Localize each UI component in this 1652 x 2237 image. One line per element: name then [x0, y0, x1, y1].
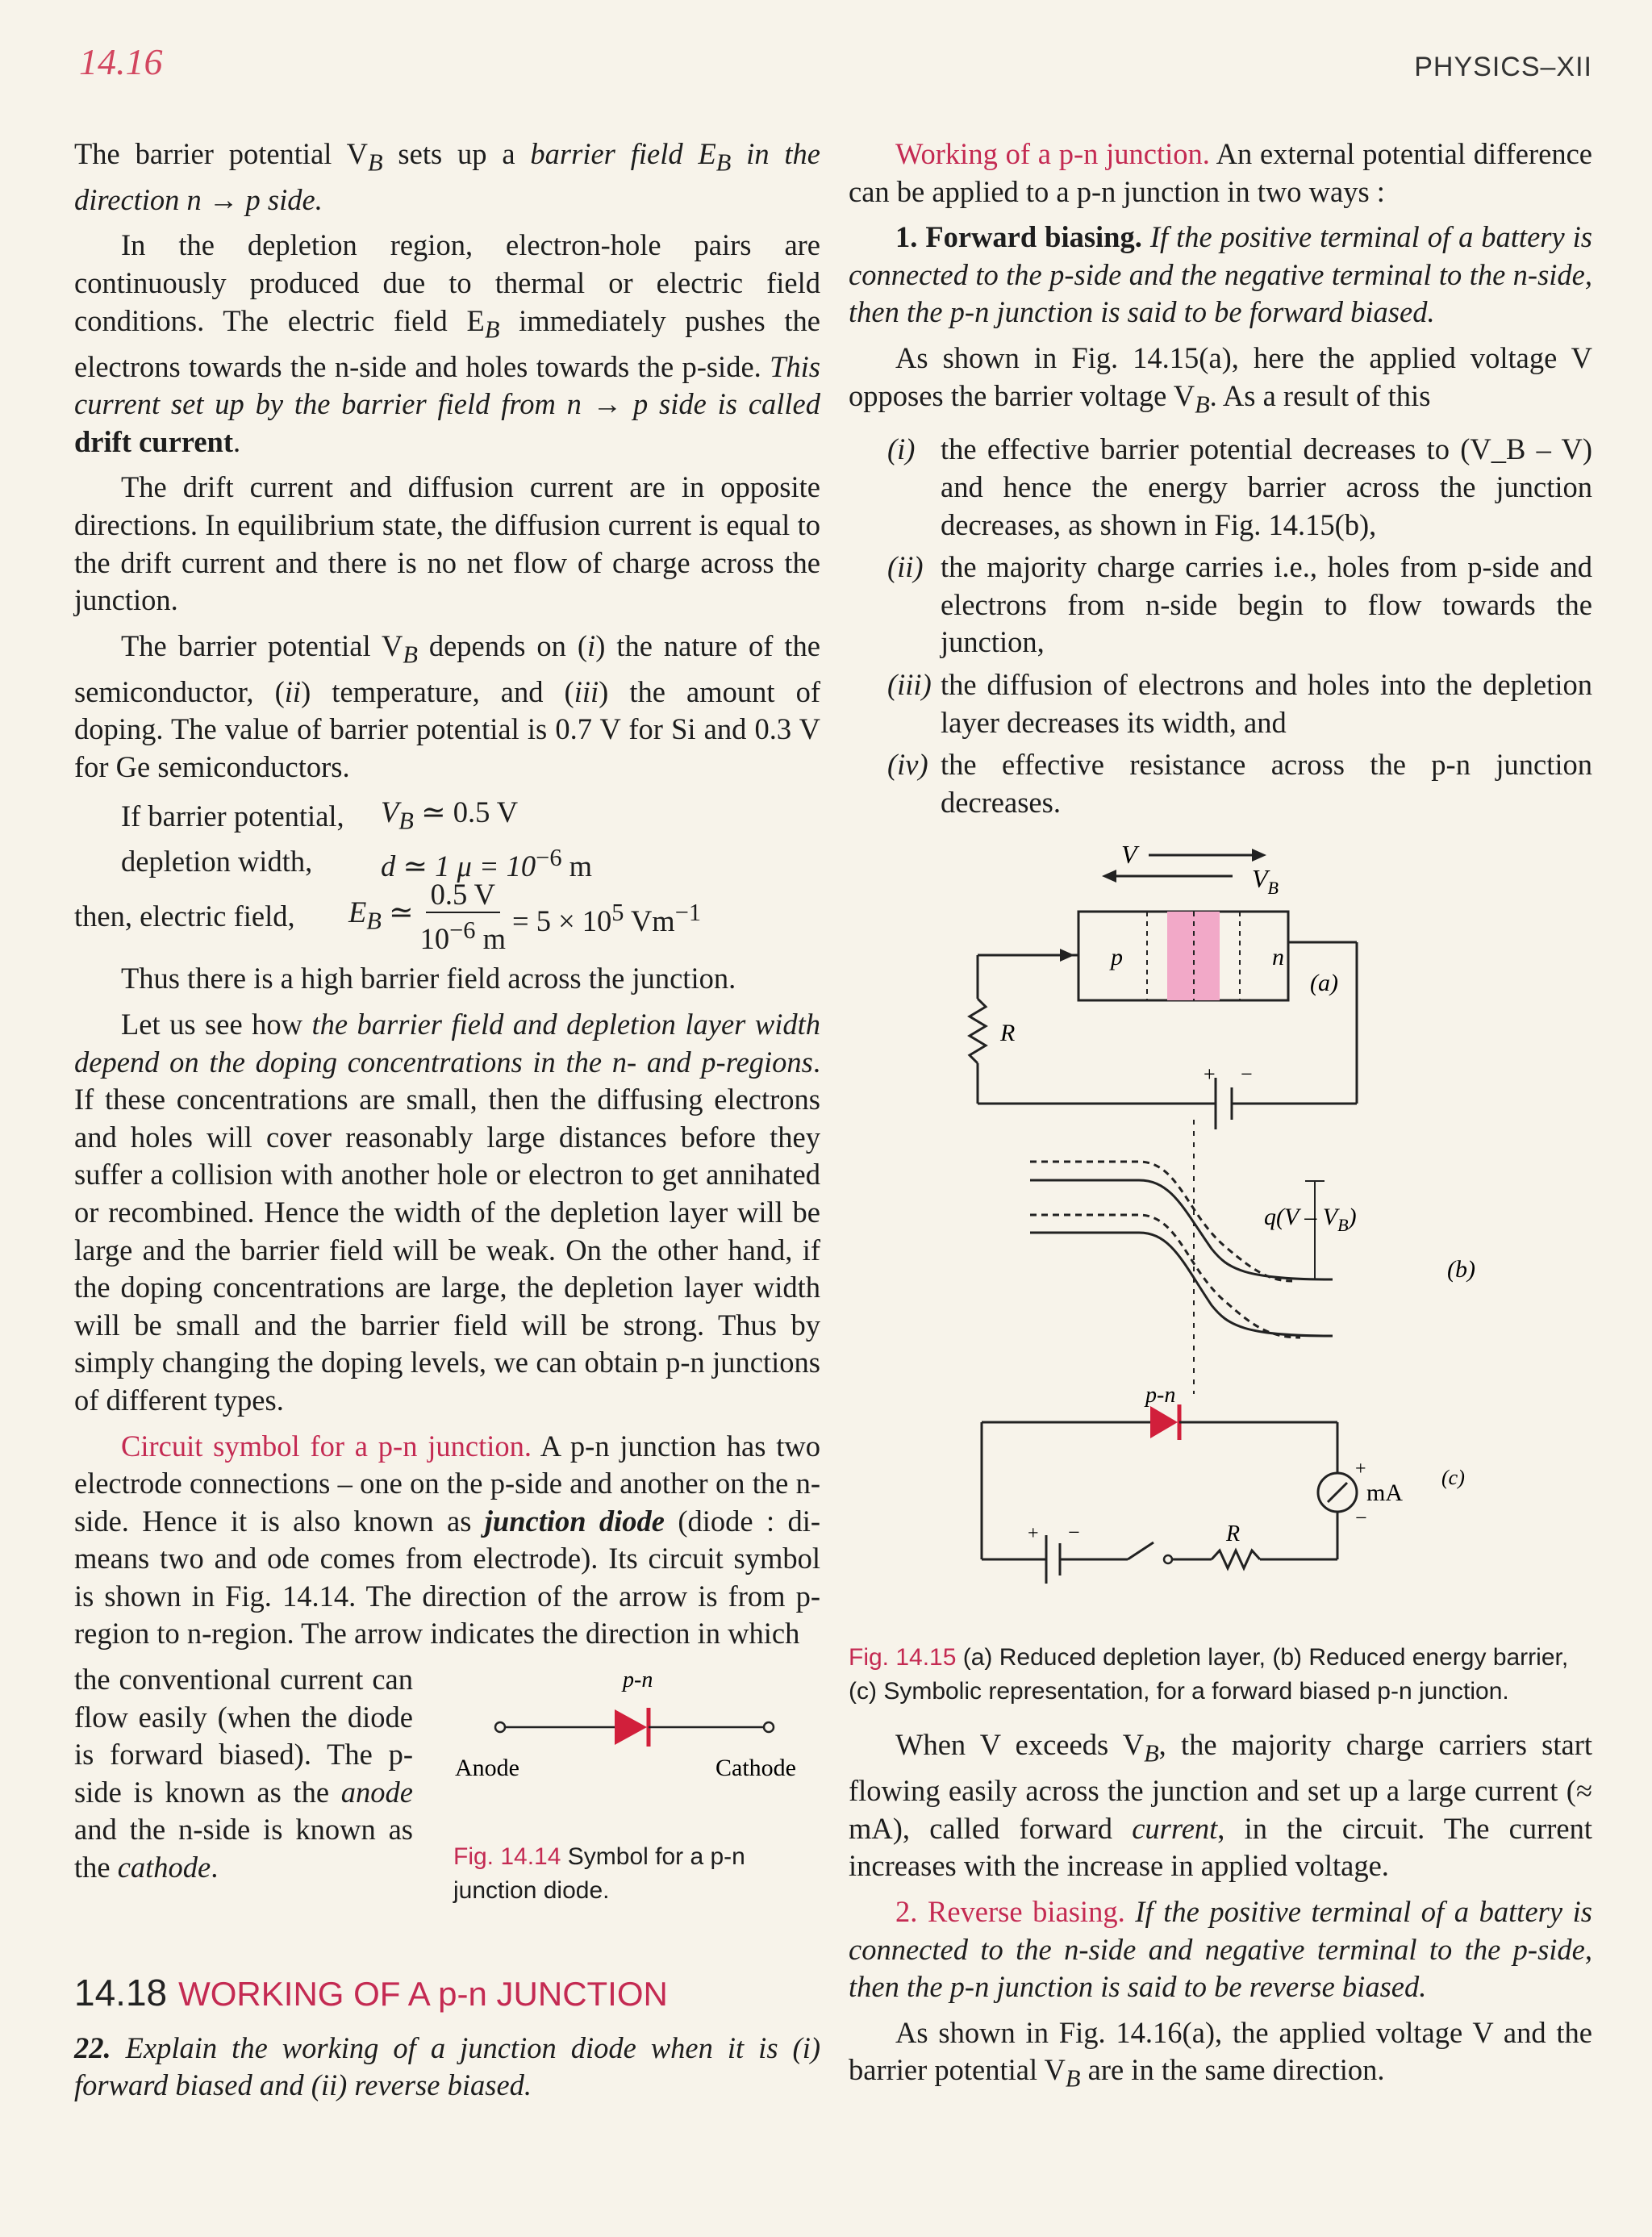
eq-electric-field: then, electric field, $E_B$ ≃ $\frac{0.5 V}{10^{-6} m}$ = $5 \times 10^5$ $Vm^{-1}$	[74, 877, 702, 955]
left-column	[74, 136, 820, 2113]
figure-14-15-caption: Fig. 14.15 (a) Reduced depletion layer, (b) Reduced energy barrier, (c) Symbolic representation, for a forward biased p-n junction.	[849, 1644, 1569, 1705]
eq-depletion-width: depletion width, d ≃ 1 $\mu = 10^{-6}$ m	[121, 843, 593, 883]
list-item: (ii) the majority charge carries i.e., holes from p-side and electrons from n-side begin to flow towards the junction,	[887, 550, 1592, 659]
battery-c-minus: −	[1068, 1521, 1080, 1545]
label-R2: R	[1226, 1521, 1241, 1547]
diode-symbol-diagram	[453, 1656, 820, 1842]
figure-14-15c	[982, 1383, 1465, 1584]
diode-pn-label: p-n	[623, 1667, 653, 1693]
eq-barrier-potential: If barrier potential, $V_B$ ≃ 0.5 V	[121, 795, 519, 835]
cathode-label: Cathode	[715, 1755, 796, 1782]
ammeter-minus: −	[1355, 1506, 1367, 1530]
label-V: V	[1121, 840, 1137, 870]
paragraph-barrier-depends: The barrier potential $V_B$ depends on (i) the nature of the semiconductor, (ii) temperature, and (iii) the amount of doping. The value of barrier potential is 0.7 V for Si and 0.3 V for Ge semiconductors.	[74, 628, 821, 783]
paragraph-barrier-field: The barrier potential $V_B$ sets up a barrier field $E_B$ in the direction n → p side.	[74, 137, 821, 216]
figure-14-14	[453, 1656, 820, 1947]
switch-icon	[1128, 1542, 1153, 1559]
label-n: n	[1272, 944, 1284, 971]
arrow-VB-head-icon	[1102, 870, 1116, 883]
paragraph-forward-biasing: 1. Forward biasing. If the positive terminal of a battery is connected to the p-side and the negative terminal to the n-side, then the p-n junction is said to be forward biased.	[849, 220, 1592, 329]
paragraph-drift-current: In the depletion region, electron-hole pairs are continuously produced due to thermal or electric field conditions. The electric field $E_B$ immediately pushes the electrons towards the n-side and holes towards the p-side. This current set up by the barrier field from n → p side is called drift current.	[74, 228, 820, 458]
label-energy: $q(V - V_B)$	[1264, 1204, 1357, 1236]
current-arrow-icon	[1060, 949, 1074, 962]
forward-bias-effects-list	[849, 431, 1592, 821]
figure-14-15	[849, 829, 1592, 1644]
paragraph-circuit-symbol: Circuit symbol for a p-n junction. A p-n junction has two electrode connections – one on the p-side and another on the n-side. Hence it is also known as junction diode (diode : di-means two and ode comes from electrode). Its circuit symbol is shown in Fig. 14.14. The direction of the arrow is from p-region to n-region. The arrow indicates the direction in which	[74, 1429, 820, 1651]
diode-arrow-icon	[615, 1709, 647, 1745]
page-number: 14.16	[79, 41, 163, 82]
figure-14-14-caption: Fig. 14.14 Symbol for a p-n junction diode.	[453, 1843, 745, 1904]
paragraph-anode-cathode: the conventional current can flow easily (when the diode is forward biased). The p-side is known as the anode and the n-side is known as the cathode.	[74, 1663, 413, 1884]
battery-minus: −	[1241, 1062, 1253, 1087]
arrow-V-head-icon	[1252, 849, 1266, 862]
running-title: PHYSICS–XII	[1414, 52, 1592, 82]
paragraph-equilibrium: The drift current and diffusion current are in opposite directions. In equilibrium state, the diffusion current is equal to the drift current and there is no net flow of charge across the junction.	[74, 470, 820, 617]
anode-terminal	[495, 1722, 505, 1732]
switch-contact	[1164, 1555, 1172, 1563]
label-a: (a)	[1310, 970, 1338, 997]
worked-example	[74, 794, 820, 955]
ammeter-plus: +	[1355, 1459, 1366, 1480]
paragraph-doping: Let us see how the barrier field and depletion layer width depend on the doping concentrations in the n- and p-regions. If these concentrations are small, then the diffusing electrons and holes will cover reasonably large distances before they suffer a collision with another hole or electron to get annihated or recombined. Hence the width of the depletion layer will be large and the barrier field will be weak. On the other hand, if the doping concentrations are large, the depletion layer width will be small and the barrier field will be strong. Thus by simply changing the doping levels, we can obtain p-n junctions of different types.	[74, 1007, 820, 1417]
figure-14-14-block	[74, 1661, 820, 1951]
band-solid-lower	[1030, 1233, 1333, 1336]
eq-fraction: $\frac{0.5 V}{10^{-6} m}$	[419, 877, 506, 955]
label-pn: p-n	[1145, 1383, 1176, 1409]
label-p: p	[1111, 944, 1123, 971]
list-item: (iv) the effective resistance across the p-n junction decreases.	[887, 748, 1592, 819]
ammeter-needle	[1328, 1483, 1347, 1502]
label-c: (c)	[1441, 1466, 1465, 1490]
paragraph-working: Working of a p-n junction. An external potential difference can be applied to a p-n junction in two ways :	[849, 137, 1592, 208]
right-column	[849, 136, 1592, 2106]
label-mA: mA	[1366, 1480, 1403, 1507]
figure-14-15b	[1030, 1120, 1475, 1394]
paragraph-forward-current: When V exceeds $V_B$, the majority charge carriers start flowing easily across the junction and set up a large current (≈ mA), called forward current, in the circuit. The current increases with the increase in applied voltage.	[849, 1728, 1593, 1883]
section-heading: 14.18 WORKING OF A p-n JUNCTION	[74, 1972, 668, 2014]
list-item: (iii) the diffusion of electrons and holes into the depletion layer decreases its width, and	[887, 668, 1592, 739]
resistor-icon	[970, 999, 986, 1063]
cathode-terminal	[764, 1722, 774, 1732]
paragraph-reverse-same-direction: As shown in Fig. 14.16(a), the applied voltage V and the barrier potential $V_B$ are in the same direction.	[849, 2015, 1592, 2093]
diode-icon	[1150, 1406, 1178, 1438]
anode-label: Anode	[455, 1755, 519, 1782]
battery-c-plus: +	[1028, 1523, 1039, 1545]
question-22: 22. Explain the working of a junction diode when it is (i) forward biased and (ii) reverse biased.	[74, 2030, 820, 2102]
figure-14-15a	[970, 840, 1357, 1129]
paragraph-high-field: Thus there is a high barrier field across the junction.	[121, 962, 736, 995]
battery-plus: +	[1204, 1062, 1216, 1087]
list-item: (i) the effective barrier potential decreases to (V_B – V) and hence the energy barrier across the junction decreases, as shown in Fig. 14.15(b),	[887, 432, 1592, 541]
paragraph-applied-voltage: As shown in Fig. 14.15(a), here the applied voltage V opposes the barrier voltage $V_B$. As a result of this	[849, 340, 1592, 418]
label-R: R	[1000, 1020, 1016, 1047]
label-VB: $V_B$	[1252, 864, 1279, 899]
label-b: (b)	[1447, 1256, 1475, 1283]
resistor-c-icon	[1212, 1550, 1260, 1568]
paragraph-reverse-biasing: 2. Reverse biasing. If the positive terminal of a battery is connected to the n-side and negative terminal to the p-side, then the p-n junction is said to be reverse biased.	[849, 1895, 1592, 2004]
